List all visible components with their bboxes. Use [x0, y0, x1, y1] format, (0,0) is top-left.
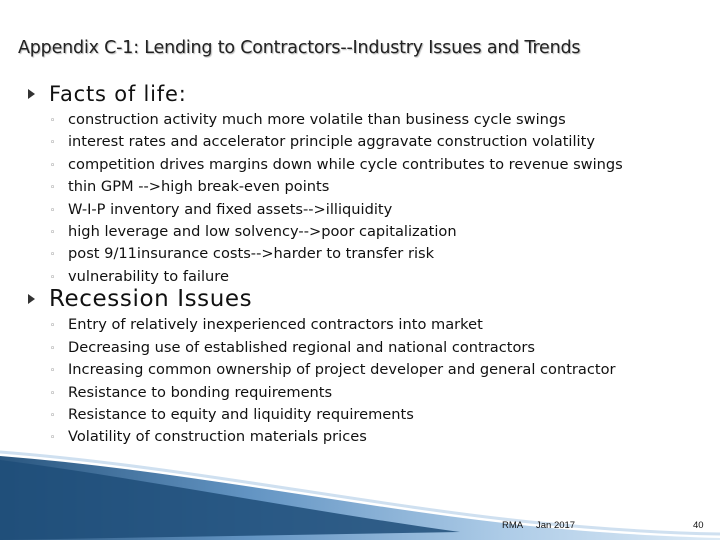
list-item: ◦ construction activity much more volatile than business cycle swings — [68, 111, 566, 128]
footer-date: Jan 2017 — [536, 520, 576, 531]
decorative-swoosh — [0, 430, 720, 540]
section-facts-of-life — [28, 82, 623, 285]
list-item: ◦ thin GPM -->high break-even points — [68, 178, 329, 195]
list-item: ◦ Decreasing use of established regional and national contractors — [68, 339, 535, 356]
list-item: ◦ Volatility of construction materials prices — [68, 428, 367, 445]
footer-org: RMA — [502, 520, 524, 531]
bullet-circle-icon: ◦ — [50, 321, 56, 331]
section-heading-row — [28, 82, 187, 106]
section-recession-issues — [28, 286, 616, 445]
list-item: ◦ Increasing common ownership of project developer and general contractor — [68, 361, 616, 378]
bullet-circle-icon: ◦ — [50, 250, 56, 260]
bullet-circle-icon: ◦ — [50, 411, 56, 421]
slide-title: Appendix C-1: Lending to Contractors--Industry Issues and Trends — [18, 38, 581, 58]
triangle-right-icon — [28, 89, 35, 99]
bullet-circle-icon: ◦ — [50, 183, 56, 193]
list-item: ◦ interest rates and accelerator principle aggravate construction volatility — [68, 133, 595, 150]
section-heading: Facts of life: — [49, 82, 187, 106]
bullet-circle-icon: ◦ — [50, 138, 56, 148]
list-item: ◦ W-I-P inventory and fixed assets-->illiquidity — [68, 201, 392, 218]
bullet-circle-icon: ◦ — [50, 366, 56, 376]
bullet-circle-icon: ◦ — [50, 116, 56, 126]
bullet-circle-icon: ◦ — [50, 206, 56, 216]
section-heading: Recession Issues — [49, 286, 253, 312]
bullet-circle-icon: ◦ — [50, 273, 56, 283]
list-item: ◦ high leverage and low solvency-->poor capitalization — [68, 223, 457, 240]
list-item: ◦ Entry of relatively inexperienced contractors into market — [68, 316, 483, 333]
list-item: ◦ competition drives margins down while cycle contributes to revenue swings — [68, 156, 623, 173]
list-item: ◦ Resistance to equity and liquidity requirements — [68, 406, 414, 423]
page-number: 40 — [693, 520, 704, 531]
bullet-circle-icon: ◦ — [50, 389, 56, 399]
bullet-circle-icon: ◦ — [50, 228, 56, 238]
triangle-right-icon — [28, 294, 35, 304]
bullet-circle-icon: ◦ — [50, 433, 56, 443]
list-item: ◦ Resistance to bonding requirements — [68, 384, 332, 401]
bullet-circle-icon: ◦ — [50, 161, 56, 171]
list-item: ◦ vulnerability to failure — [68, 268, 229, 285]
bullet-circle-icon: ◦ — [50, 344, 56, 354]
section-heading-row — [28, 286, 252, 312]
list-item: ◦ post 9/11insurance costs-->harder to transfer risk — [68, 245, 434, 262]
